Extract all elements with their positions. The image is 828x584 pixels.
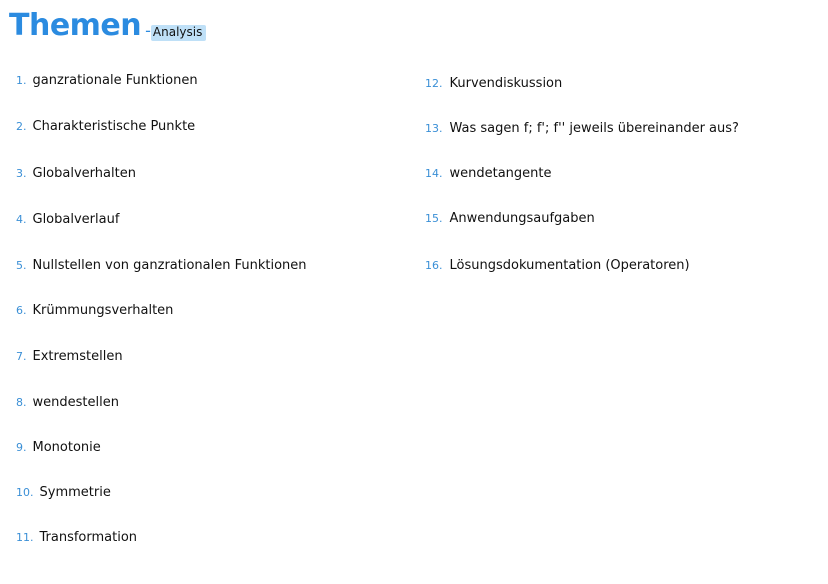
list-item <box>425 166 552 181</box>
item-label: Symmetrie <box>39 485 111 500</box>
item-number: 7. <box>16 350 27 363</box>
item-number: 11. <box>16 531 34 544</box>
item-label: Kurvendiskussion <box>449 76 563 91</box>
item-number: 3. <box>16 167 27 180</box>
list-item <box>425 76 562 91</box>
list-item <box>16 303 173 318</box>
list-item <box>16 212 119 227</box>
item-label: Krümmungsverhalten <box>32 303 174 318</box>
item-label: Charakteristische Punkte <box>32 119 196 134</box>
page-title: Themen <box>9 8 142 43</box>
item-number: 9. <box>16 441 27 454</box>
item-label: Globalverhalten <box>32 166 136 181</box>
item-number: 5. <box>16 259 27 272</box>
item-number: 10. <box>16 486 34 499</box>
item-number: 8. <box>16 396 27 409</box>
item-label: wendestellen <box>32 395 119 410</box>
page-subtitle: Analysis <box>151 25 206 41</box>
list-item <box>425 121 739 136</box>
item-label: Anwendungsaufgaben <box>449 211 595 226</box>
list-item <box>425 258 690 273</box>
item-label: Extremstellen <box>32 349 123 364</box>
list-item <box>16 119 195 134</box>
item-number: 16. <box>425 259 443 272</box>
item-number: 12. <box>425 77 443 90</box>
title-dash: - <box>145 21 151 40</box>
item-number: 4. <box>16 213 27 226</box>
item-label: Globalverlauf <box>32 212 120 227</box>
item-number: 1. <box>16 74 27 87</box>
list-item <box>16 530 137 545</box>
item-number: 15. <box>425 212 443 225</box>
item-label: wendetangente <box>449 166 552 181</box>
item-label: Was sagen f; f'; f'' jeweils übereinander aus? <box>449 121 739 136</box>
item-label: Transformation <box>39 530 138 545</box>
item-label: Nullstellen von ganzrationalen Funktionen <box>32 258 307 273</box>
item-label: Lösungsdokumentation (Operatoren) <box>449 258 690 273</box>
list-item <box>16 349 123 364</box>
item-label: Monotonie <box>32 440 101 455</box>
item-label: ganzrationale Funktionen <box>32 73 198 88</box>
list-item <box>16 73 198 88</box>
list-item <box>16 440 101 455</box>
item-number: 2. <box>16 120 27 133</box>
list-item <box>16 166 136 181</box>
item-number: 13. <box>425 122 443 135</box>
item-number: 14. <box>425 167 443 180</box>
list-item <box>425 211 595 226</box>
item-number: 6. <box>16 304 27 317</box>
list-item <box>16 258 307 273</box>
list-item <box>16 395 119 410</box>
list-item <box>16 485 111 500</box>
page-header <box>9 8 206 44</box>
